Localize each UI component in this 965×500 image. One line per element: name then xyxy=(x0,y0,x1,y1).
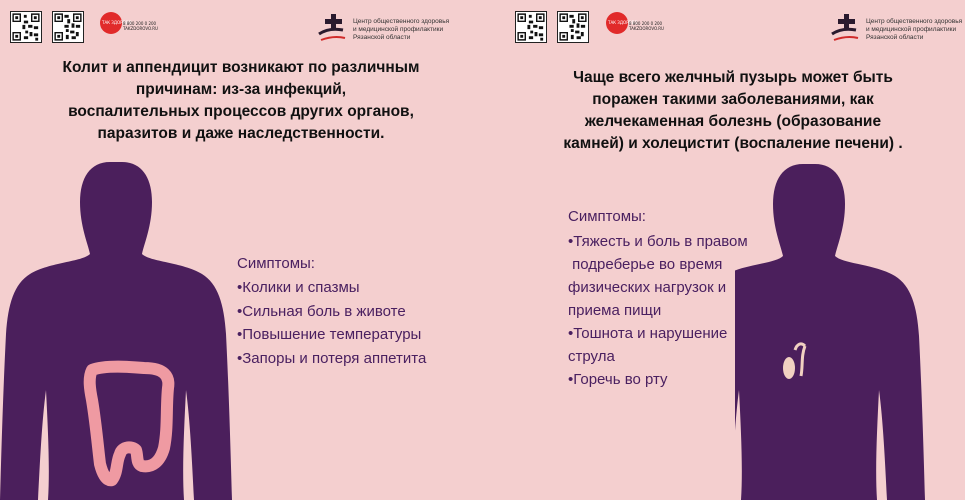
health-center-logo-icon xyxy=(315,10,351,46)
org-name: Центр общественного здоровья и медицинской профилактики Рязанской области xyxy=(866,18,963,41)
panel-colitis xyxy=(0,0,482,500)
health-badge-icon: ТАК ЗДОРОВО 8 800 200 0 200 TAKZDOROVO.RU xyxy=(100,12,154,42)
list-item: приема пищи xyxy=(568,302,662,319)
body-silhouette xyxy=(735,164,925,500)
symptoms-title: Симптомы: xyxy=(237,255,315,272)
list-item: •Повышение температуры xyxy=(237,326,422,343)
list-item: •Сильная боль в животе xyxy=(237,302,406,320)
human-silhouette-colon xyxy=(0,160,240,500)
symptoms-title: Симптомы: xyxy=(568,208,646,225)
health-center-header xyxy=(315,10,480,48)
org-name: Центр общественного здоровья и медицинской профилактики Рязанской области xyxy=(353,18,450,41)
health-center-logo-icon xyxy=(828,10,864,46)
human-silhouette-gallbladder xyxy=(735,162,965,500)
list-item: •Запоры и потеря аппетита xyxy=(237,349,427,367)
list-item: струла xyxy=(568,348,615,365)
qr-code-icon[interactable] xyxy=(557,11,589,43)
gallbladder-heading: Чаще всего желчный пузырь может быть поражен такими заболеваниями, как желчекаменная болезнь (образование камней) и холецистит (воспаление печени) . xyxy=(563,69,903,152)
panel-gallbladder xyxy=(483,0,965,500)
health-badge-icon: ТАК ЗДОРОВО 8 800 200 0 200 TAKZDOROVO.RU xyxy=(606,12,660,42)
qr-code-icon[interactable] xyxy=(515,11,547,43)
qr-code-icon[interactable] xyxy=(10,11,42,43)
list-item: физических нагрузок и xyxy=(568,279,727,296)
list-item: •Горечь во рту xyxy=(568,371,668,388)
list-item: •Тяжесть и боль в правом xyxy=(568,233,748,250)
symptoms-list xyxy=(568,230,748,391)
qr-code-icon[interactable] xyxy=(52,11,84,43)
list-item: подреберье во время xyxy=(568,256,723,273)
list-item: •Тошнота и нарушение xyxy=(568,325,728,342)
health-center-header xyxy=(828,10,965,48)
symptoms-list xyxy=(237,276,426,370)
list-item: •Колики и спазмы xyxy=(237,279,360,296)
colitis-heading: Колит и аппендицит возникают по различным причинам: из-за инфекций, воспалительных процессов других органов, паразитов и даже наследственности. xyxy=(62,59,420,142)
